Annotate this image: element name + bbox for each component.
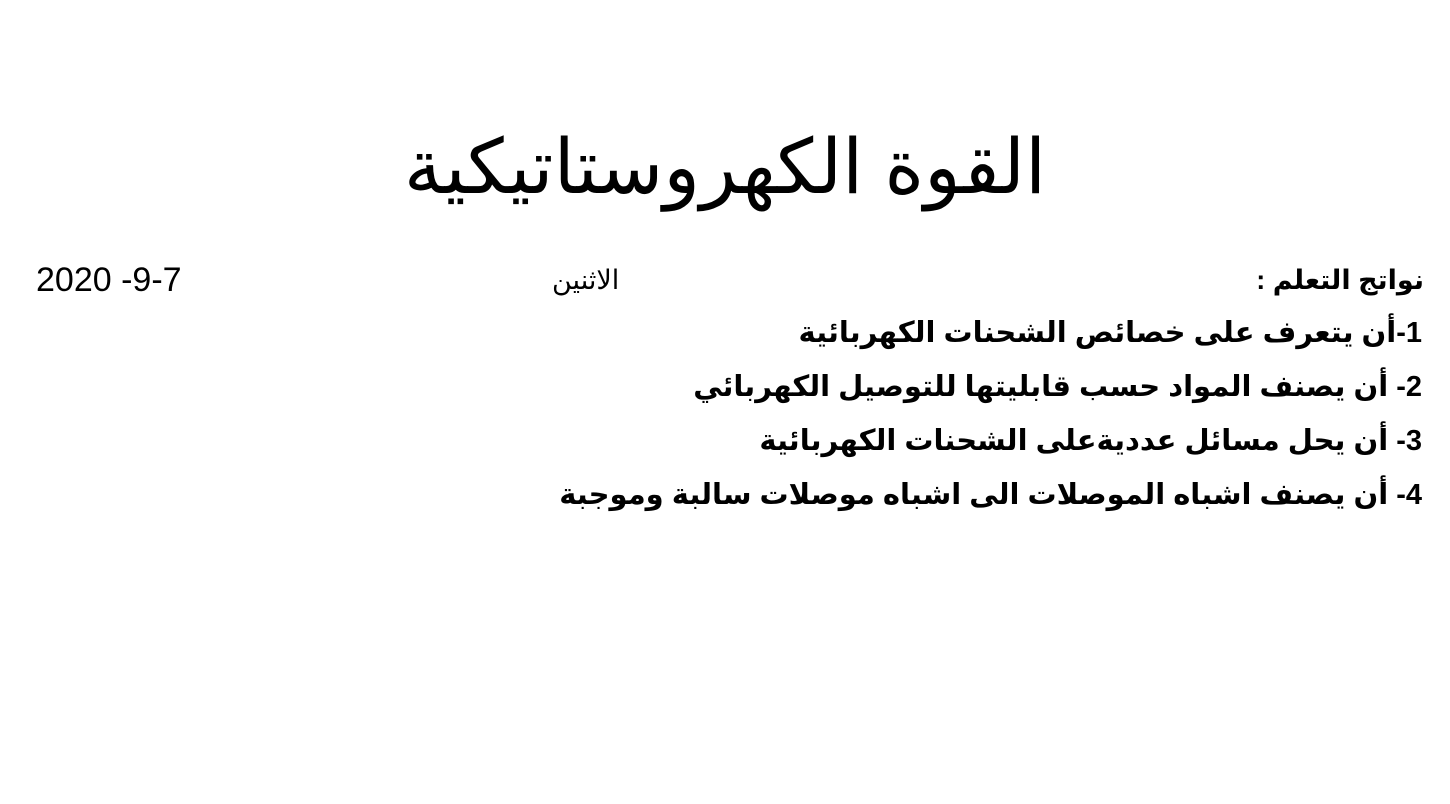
outcome-item: 2- أن يصنف المواد حسب قابليتها للتوصيل الكهربائي (693, 371, 1422, 403)
outcome-item: 3- أن يحل مسائل عدديةعلى الشحنات الكهربائية (759, 425, 1422, 457)
outcome-item: 1-أن يتعرف على خصائص الشحنات الكهربائية (798, 317, 1422, 349)
outcomes-list (322, 306, 1422, 522)
meta-row (0, 258, 1450, 302)
slide-title: القوة الكهروستاتيكية (403, 125, 1047, 210)
outcome-item: 4- أن يصنف اشباه الموصلات الى اشباه موصلات سالبة وموجبة (559, 479, 1422, 511)
outcomes-heading: نواتج التعلم : (1256, 265, 1424, 295)
date-label: 2020 -9-7 (36, 261, 182, 299)
day-label: الاثنين (552, 265, 620, 295)
